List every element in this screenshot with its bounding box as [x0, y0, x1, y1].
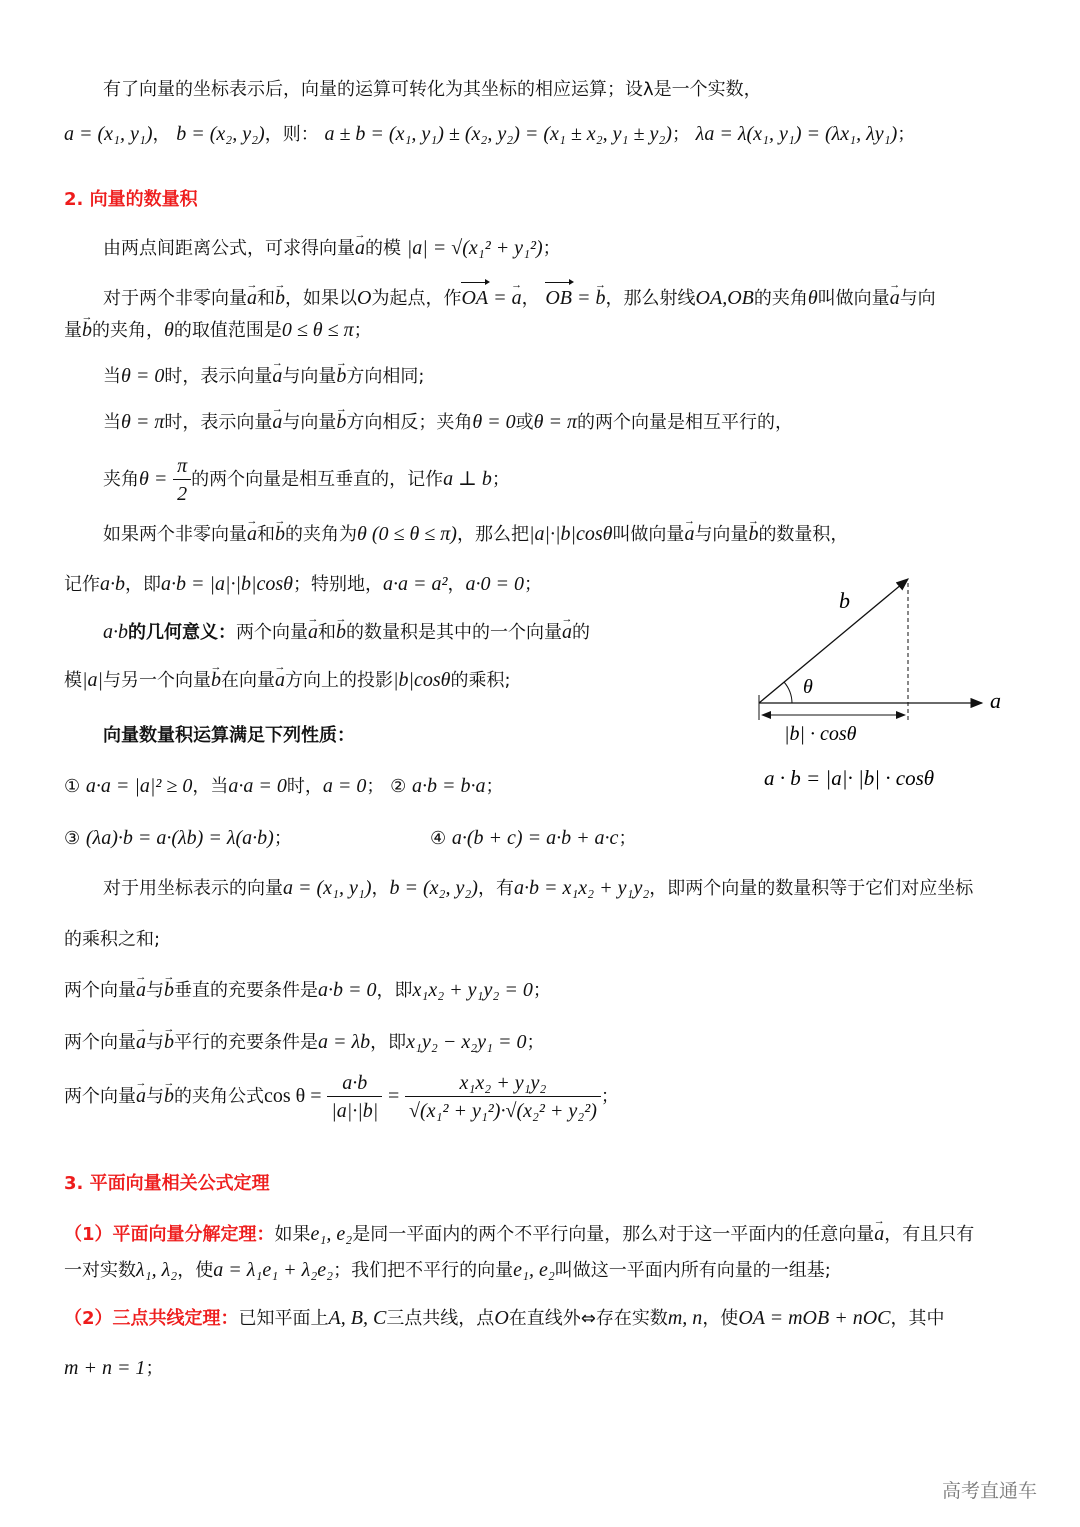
label-b: b — [839, 588, 850, 613]
theorem-collinear-1: （2）三点共线定理：已知平面上A, B, C三点共线，点O在直线外⇔存在实数m, n，使OA = mOB + nOC，其中 — [64, 1307, 945, 1329]
intro-line-1: 有了向量的坐标表示后，向量的运算可转化为其坐标的相应运算；设λ是一个实数， — [103, 79, 762, 100]
theorem-decomposition-2: 一对实数λ₁, λ₂，使a = λ₁e₁ + λ₂e₂；我们把不平行的向量e₁, e₂叫做这一平面内所有向量的一组基; — [64, 1259, 831, 1281]
intro-line-2: a = (x₁, y₁)， b = (x₂, y₂)，则： a ± b = (x₁, y₁) ± (x₂, y₂) = (x₁ ± x₂, y₁ ± y₂)； λa = λ(x₁, y₁) = (λx₁, λy₁)； — [64, 123, 916, 145]
para-parallel-condition: 两个向量→ a与→ b平行的充要条件是a = λb，即x₁y₂ − x₂y₁ = 0； — [64, 1028, 544, 1057]
angle-arc — [784, 682, 792, 703]
theorem-collinear-2: m + n = 1； — [64, 1357, 164, 1379]
fraction-vector-form: $\frac{a\cdot b}{|a|\cdot|b|}$ — [327, 1070, 382, 1125]
para-angle-def-2: 量→ b的夹角，θ的取值范围是0 ≤ θ ≤ π； — [64, 316, 372, 345]
para-geometric-meaning-2: 模|a|与另一个向量→ b在向量→ a方向上的投影|b|cosθ的乘积; — [64, 666, 511, 695]
para-notation: 记作a·b，即a·b = |a|·|b|cosθ；特别地，a·a = a²，a·0 = 0； — [64, 573, 542, 595]
para-dot-product-def: 如果两个非零向量→ a和→ b的夹角为θ (0 ≤ θ ≤ π)，那么把|a|·|b|cosθ叫做向量→ a与向量→ b的数量积， — [103, 520, 848, 549]
theorem-decomposition-1: （1）平面向量分解定理：如果e₁, e₂是同一平面内的两个不平行向量，那么对于这一平面内的任意向量→ a，有且只有 — [64, 1220, 974, 1249]
property-1-2: ① a·a = |a|² ≥ 0，当a·a = 0时，a = 0； ② a·b = b·a； — [64, 775, 504, 797]
para-opposite-direction: 当θ = π时，表示向量→ a与向量→ b方向相反；夹角θ = 0或θ = π的两个向量是相互平行的， — [103, 408, 793, 437]
label-theta: θ — [803, 676, 813, 698]
para-perpendicular: 夹角θ = $\frac{\pi}{2}$ 的两个向量是相互垂直的，记作a ⊥ b； — [103, 452, 510, 508]
para-geometric-meaning-1: a·b的几何意义：两个向量→ a和→ b的数量积是其中的一个向量→ a的 — [103, 618, 590, 647]
formula-scalar-mult: λa = λ(x₁, y₁) = (λx₁, λy₁) — [695, 123, 898, 145]
fraction-pi-over-2: $\frac{\pi}{2}$ — [173, 453, 191, 508]
para-modulus: 由两点间距离公式，可求得向量→ a的模 |a| = √(x₁² + y₁²)； — [103, 234, 561, 263]
label-a: a — [990, 688, 1001, 713]
watermark: 高考直通车 — [942, 1480, 1038, 1502]
formula-add-sub: a ± b = (x₁, y₁) ± (x₂, y₂) = (x₁ ± x₂, y₁ ± y₂) — [324, 123, 672, 145]
para-angle-formula: 两个向量→ a与→ b的夹角公式cos θ = $\frac{a\cdot b}{|a|\cdot|b|}$ = $\frac{\text{x₁x₂ + y₁y₂}}{\text{√(x₁² + y₁²)·√(x₂² + y₂²)}}$ ； — [64, 1066, 619, 1127]
para-same-direction: 当θ = 0时，表示向量→ a与向量→ b方向相同; — [103, 362, 424, 391]
para-perp-condition: 两个向量→ a与→ b垂直的充要条件是a·b = 0，即x₁x₂ + y₁y₂ = 0； — [64, 976, 551, 1005]
formula-b-coord: b = (x₂, y₂) — [176, 123, 265, 145]
section-3-heading: 3. 平面向量相关公式定理 — [64, 1173, 270, 1194]
properties-heading: 向量数量积运算满足下列性质： — [103, 725, 355, 746]
dot-product-diagram — [740, 565, 1030, 805]
vector-b-arrow — [759, 579, 908, 703]
property-3: ③ (λa)·b = a·(λb) = λ(a·b)； — [64, 827, 292, 849]
label-projection: |b| · cosθ — [784, 723, 857, 745]
formula-modulus: |a| = √(x₁² + y₁²) — [406, 237, 543, 259]
diagram-caption: a · b = |a|· |b| · cosθ — [764, 766, 935, 790]
fraction-coord-form: $\frac{\text{x₁x₂ + y₁y₂}}{\text{√(x₁² + y₁²)·√(x₂² + y₂²)}}$ — [405, 1070, 601, 1125]
formula-a-coord: a = (x₁, y₁) — [64, 123, 153, 145]
para-coord-dot-2: 的乘积之和; — [64, 929, 161, 950]
property-4: ④ a·(b + c) = a·b + a·c； — [430, 827, 637, 849]
para-angle-def-1: 对于两个非零向量→ a和→ b，如果以O为起点，作OA = → a， OB = → b，那么射线OA,OB的夹角θ叫做向量→ a与向 — [103, 282, 936, 313]
section-2-heading: 2. 向量的数量积 — [64, 189, 198, 210]
para-coord-dot-1: 对于用坐标表示的向量a = (x₁, y₁)，b = (x₂, y₂)，有a·b = x₁x₂ + y₁y₂，即两个向量的数量积等于它们对应坐标 — [103, 877, 974, 899]
